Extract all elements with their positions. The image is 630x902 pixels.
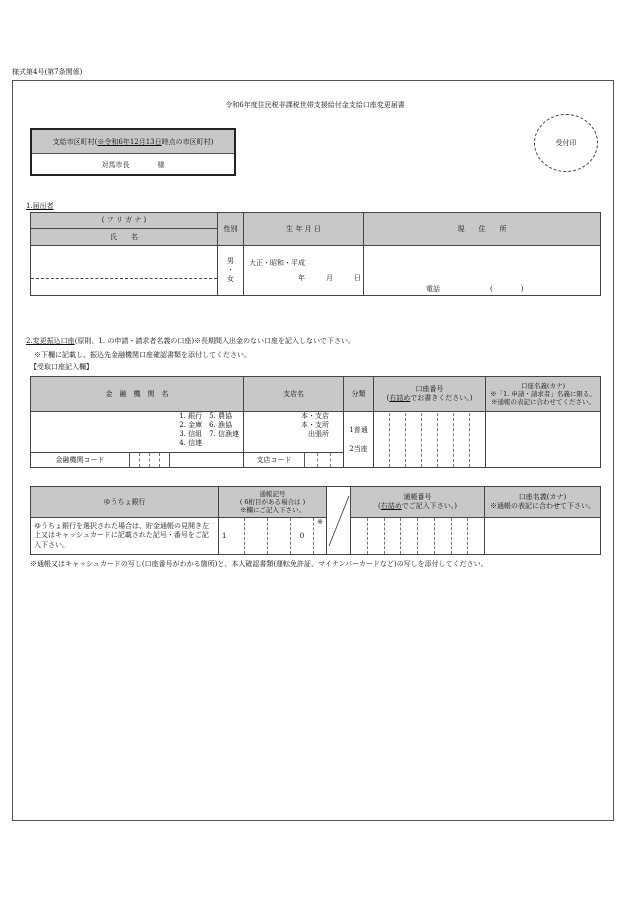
payer-box-header bbox=[32, 130, 234, 154]
col-branch: 支店名 bbox=[244, 377, 344, 412]
col-symbol: 通帳記号 ( 6桁目がある場合は ) ※欄にご記入下さい。 bbox=[219, 487, 327, 518]
yucho-holder-cell[interactable] bbox=[485, 518, 601, 555]
payer-header-prefix: 支給市区町村( bbox=[52, 137, 98, 146]
section2-heading-rest: (原則、1. の申請・請求者名義の口座)※長期間入出金のない口座を記入しないで下さい。 bbox=[74, 337, 356, 345]
branch-type-1[interactable]: 本・支店 bbox=[301, 412, 329, 420]
yucho-slash-cell bbox=[327, 487, 351, 555]
branch-code-row bbox=[244, 452, 343, 467]
inst-type-3[interactable]: 3. 信組 7. 信漁連 bbox=[179, 430, 239, 439]
col-symbol-label: 通帳記号 bbox=[259, 489, 286, 498]
bank-table bbox=[30, 376, 601, 468]
col-institution: 金 融 機 関 名 bbox=[31, 377, 244, 412]
applicant-table bbox=[30, 212, 601, 296]
reception-stamp-circle bbox=[534, 114, 598, 172]
col-account-label: 口座番号 bbox=[415, 385, 444, 394]
gender-dot: ・ bbox=[227, 266, 234, 275]
account-type-cell[interactable] bbox=[344, 412, 374, 468]
form-id: 様式第4号(第7条関係) bbox=[12, 68, 83, 76]
col-number-note-u: 右詰め bbox=[380, 502, 402, 510]
dob-header: 生 年 月 日 bbox=[244, 213, 364, 246]
col-yucho-holder bbox=[485, 487, 601, 518]
branch-type-3[interactable]: 出張所 bbox=[308, 430, 329, 439]
col-number bbox=[351, 487, 485, 518]
col-account-note-post: でお書きください。) bbox=[410, 394, 473, 402]
furigana-header: ( フ リ ガ ナ ) bbox=[31, 213, 218, 229]
symbol-mark[interactable]: ※ bbox=[317, 518, 323, 526]
col-number-note-post: でご記入下さい。) bbox=[401, 502, 457, 510]
branch-code-label: 支店コード bbox=[256, 455, 292, 464]
payer-header-date: ※令和6年12月13日 bbox=[97, 137, 162, 146]
dob-ymd: 年 月 日 bbox=[298, 273, 361, 282]
section1-heading: 1.届出者 bbox=[26, 202, 54, 210]
inst-type-4[interactable]: 4. 信連 bbox=[179, 439, 203, 448]
col-type: 分類 bbox=[344, 377, 374, 412]
branch-type-2[interactable]: 本・支所 bbox=[301, 421, 329, 430]
address-cell[interactable] bbox=[364, 246, 601, 296]
gender-female[interactable]: 女 bbox=[227, 274, 234, 283]
symbol-cell[interactable] bbox=[219, 518, 327, 555]
address-header: 現 住 所 bbox=[364, 213, 601, 246]
gender-header: 性別 bbox=[218, 213, 244, 246]
gender-cell[interactable] bbox=[218, 246, 244, 296]
holder-cell[interactable] bbox=[486, 412, 601, 468]
col-yucho-holder-label: 口座名義(カナ) bbox=[518, 493, 567, 502]
era-options[interactable]: 大正・昭和・平成 bbox=[249, 258, 305, 267]
inst-code-label: 金融機関コード bbox=[55, 455, 105, 464]
account-type-2[interactable]: 2当座 bbox=[349, 444, 368, 453]
payer-header-suffix: 時点の市区町村) bbox=[161, 137, 214, 146]
dob-cell[interactable] bbox=[244, 246, 364, 296]
col-account bbox=[374, 377, 486, 412]
slash-divider bbox=[327, 495, 351, 547]
col-holder-label: 口座名義(カナ) bbox=[520, 381, 566, 390]
col-holder bbox=[486, 377, 601, 412]
inst-code-row bbox=[31, 452, 243, 467]
footer-note: ※通帳又はキャッシュカードの写し(口座番号がわかる箇所)と、本人確認書類(運転免許証、マイナンバーカードなど)の写しを添付してください。 bbox=[30, 560, 488, 568]
section2-heading-label: 2.変更振込口座 bbox=[26, 337, 75, 345]
payer-recipient: 対馬市長 様 bbox=[101, 160, 165, 169]
account-number-cell[interactable] bbox=[374, 412, 486, 468]
section2-note: ※下欄に記載し、振込先金融機関口座確認書類を添付してください。 bbox=[34, 351, 251, 359]
name-input-cell[interactable] bbox=[31, 246, 218, 296]
institution-cell[interactable] bbox=[31, 412, 244, 468]
name-header: 氏 名 bbox=[31, 229, 218, 246]
inst-type-1[interactable]: 1. 銀行 5. 農協 bbox=[179, 412, 232, 420]
yucho-instructions: ゆうちょ銀行を選択された場合は、貯金通帳の見開き左上又はキャッシュカードに記載された記号・番号をご記入下さい。 bbox=[31, 518, 219, 555]
yucho-number-cell[interactable] bbox=[351, 518, 485, 555]
payer-box bbox=[30, 128, 236, 176]
section2-heading bbox=[26, 336, 355, 346]
gender-male[interactable]: 男 bbox=[227, 257, 234, 266]
stamp-label: 受付印 bbox=[555, 139, 577, 147]
branch-cell[interactable] bbox=[244, 412, 344, 468]
col-number-note-pre: ( bbox=[378, 502, 381, 510]
section2-subheading: 【受取口座記入欄】 bbox=[30, 363, 93, 371]
yucho-table bbox=[30, 486, 601, 555]
col-holder-note1: ※「1. 申請・請求者」名義に限る。 bbox=[490, 389, 596, 398]
col-yucho: ゆうちょ銀行 bbox=[31, 487, 219, 518]
phone-parens: ( ) bbox=[490, 285, 524, 294]
col-symbol-note1: 6桁目がある場合は bbox=[244, 497, 301, 506]
page-title: 令和6年度住民税非課税世帯支援給付金支給口座変更届書 bbox=[225, 101, 405, 109]
col-symbol-note2: ※欄にご記入下さい。 bbox=[240, 506, 305, 515]
col-holder-note2: ※通帳の表記に合わせてください。 bbox=[491, 398, 595, 407]
account-type-1[interactable]: 1普通 bbox=[349, 425, 368, 434]
inst-type-2[interactable]: 2. 金庫 6. 漁協 bbox=[179, 421, 232, 430]
symbol-digit-first[interactable]: 1 bbox=[219, 518, 245, 554]
col-account-note-u: 右詰め bbox=[389, 394, 411, 402]
symbol-digit-last[interactable]: 0 bbox=[291, 518, 314, 554]
col-number-label: 通帳番号 bbox=[403, 493, 432, 502]
phone-label: 電話 bbox=[426, 285, 440, 294]
col-account-note-pre: ( bbox=[386, 394, 390, 402]
col-yucho-holder-note: ※通帳の表記に合わせて下さい。 bbox=[490, 502, 595, 510]
